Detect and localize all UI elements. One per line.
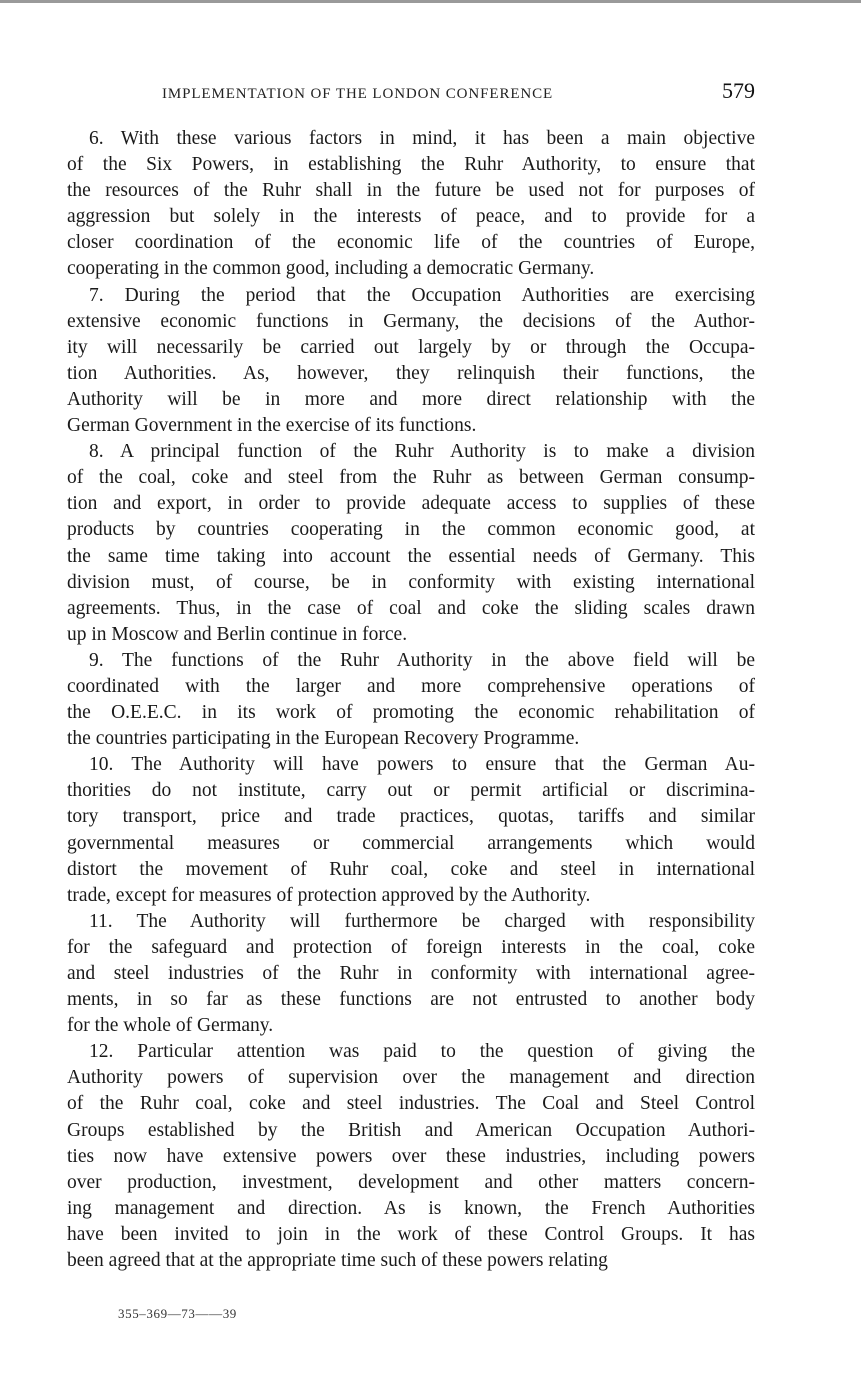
document-page: [67, 78, 755, 1274]
paragraph-line: tion and export, in order to provide adequate access to supplies of these: [67, 493, 755, 515]
paragraph-line: trade, except for measures of protection approved by the Authority.: [67, 884, 591, 906]
top-border-rule: [0, 0, 861, 3]
paragraph-line: tion Authorities. As, however, they relinquish their functions, the: [67, 362, 755, 384]
paragraph-line: 6. With these various factors in mind, it has been a main objective: [89, 128, 755, 149]
paragraph-line: thorities do not institute, carry out or permit artificial or discrimina-: [67, 780, 755, 802]
paragraph-line: extensive economic functions in Germany, the decisions of the Author-: [67, 310, 755, 332]
paragraph-line: 7. During the period that the Occupation Authorities are exercising: [89, 284, 755, 306]
paragraph-line: up in Moscow and Berlin continue in force.: [67, 623, 408, 645]
paragraph-line: of the coal, coke and steel from the Ruhr as between German consump-: [67, 467, 755, 489]
paragraph-line: the O.E.E.C. in its work of promoting the economic rehabilitation of: [67, 702, 755, 724]
paragraph-6: [67, 126, 755, 283]
paragraph-line: products by countries cooperating in the common economic good, at: [67, 519, 755, 541]
paragraph-line: governmental measures or commercial arrangements which would: [67, 832, 755, 854]
paragraph-line: cooperating in the common good, including a democratic Germany.: [67, 258, 595, 280]
paragraph-line: the countries participating in the European Recovery Programme.: [67, 728, 580, 750]
paragraph-line: been agreed that at the appropriate time such of these powers relating: [67, 1250, 608, 1272]
paragraph-line: aggression but solely in the interests of peace, and to provide for a: [67, 206, 755, 228]
paragraph-line: of the Six Powers, in establishing the Ruhr Authority, to ensure that: [67, 154, 755, 176]
body-text: [67, 126, 755, 1274]
paragraph-line: ity will necessarily be carried out largely by or through the Occupa-: [67, 336, 755, 358]
paragraph-line: 11. The Authority will furthermore be charged with responsibility: [89, 910, 755, 932]
paragraph-line: distort the movement of Ruhr coal, coke and steel in international: [67, 858, 755, 880]
paragraph-line: and steel industries of the Ruhr in conformity with international agree-: [67, 963, 755, 984]
paragraph-10: [67, 752, 755, 909]
paragraph-8: [67, 439, 755, 648]
paragraph-9: [67, 648, 755, 752]
paragraph-line: coordinated with the larger and more comprehensive operations of: [67, 675, 755, 697]
printer-code: 355–369—73——39: [118, 1306, 237, 1321]
paragraph-line: the same time taking into account the essential needs of Germany. This: [67, 545, 755, 567]
paragraph-line: 10. The Authority will have powers to ensure that the German Au-: [89, 754, 755, 776]
paragraph-line: 9. The functions of the Ruhr Authority in the above field will be: [89, 649, 755, 671]
paragraph-line: ing management and direction. As is known, the French Authorities: [67, 1197, 755, 1219]
paragraph-line: Authority will be in more and more direct relationship with the: [67, 388, 755, 410]
paragraph-12: [67, 1039, 755, 1274]
page-number: 579: [722, 78, 755, 103]
paragraph-line: have been invited to join in the work of these Control Groups. It has: [67, 1223, 755, 1245]
paragraph-line: German Government in the exercise of its functions.: [67, 415, 477, 437]
paragraph-line: closer coordination of the economic life of the countries of Europe,: [67, 232, 755, 254]
paragraph-line: division must, of course, be in conformity with existing international: [67, 571, 755, 593]
paragraph-line: ties now have extensive powers over these industries, including powers: [67, 1145, 755, 1167]
paragraph-7: [67, 283, 755, 440]
paragraph-line: ments, in so far as these functions are not entrusted to another body: [67, 989, 755, 1011]
running-head: [67, 78, 755, 112]
paragraph-line: the resources of the Ruhr shall in the future be used not for purposes of: [67, 180, 755, 202]
paragraph-11: [67, 909, 755, 1039]
paragraph-line: tory transport, price and trade practices, quotas, tariffs and similar: [67, 806, 755, 828]
paragraph-line: 12. Particular attention was paid to the question of giving the: [89, 1041, 755, 1063]
paragraph-line: 8. A principal function of the Ruhr Authority is to make a division: [89, 441, 755, 463]
paragraph-line: Authority powers of supervision over the management and direction: [67, 1067, 755, 1089]
paragraph-line: over production, investment, development and other matters concern-: [67, 1171, 755, 1193]
paragraph-line: agreements. Thus, in the case of coal and coke the sliding scales drawn: [67, 597, 755, 619]
paragraph-line: of the Ruhr coal, coke and steel industries. The Coal and Steel Control: [67, 1093, 755, 1115]
paragraph-line: Groups established by the British and American Occupation Authori-: [67, 1119, 755, 1141]
paragraph-line: for the whole of Germany.: [67, 1015, 274, 1037]
running-title: IMPLEMENTATION OF THE LONDON CONFERENCE: [162, 86, 554, 102]
paragraph-line: for the safeguard and protection of foreign interests in the coal, coke: [67, 936, 755, 958]
